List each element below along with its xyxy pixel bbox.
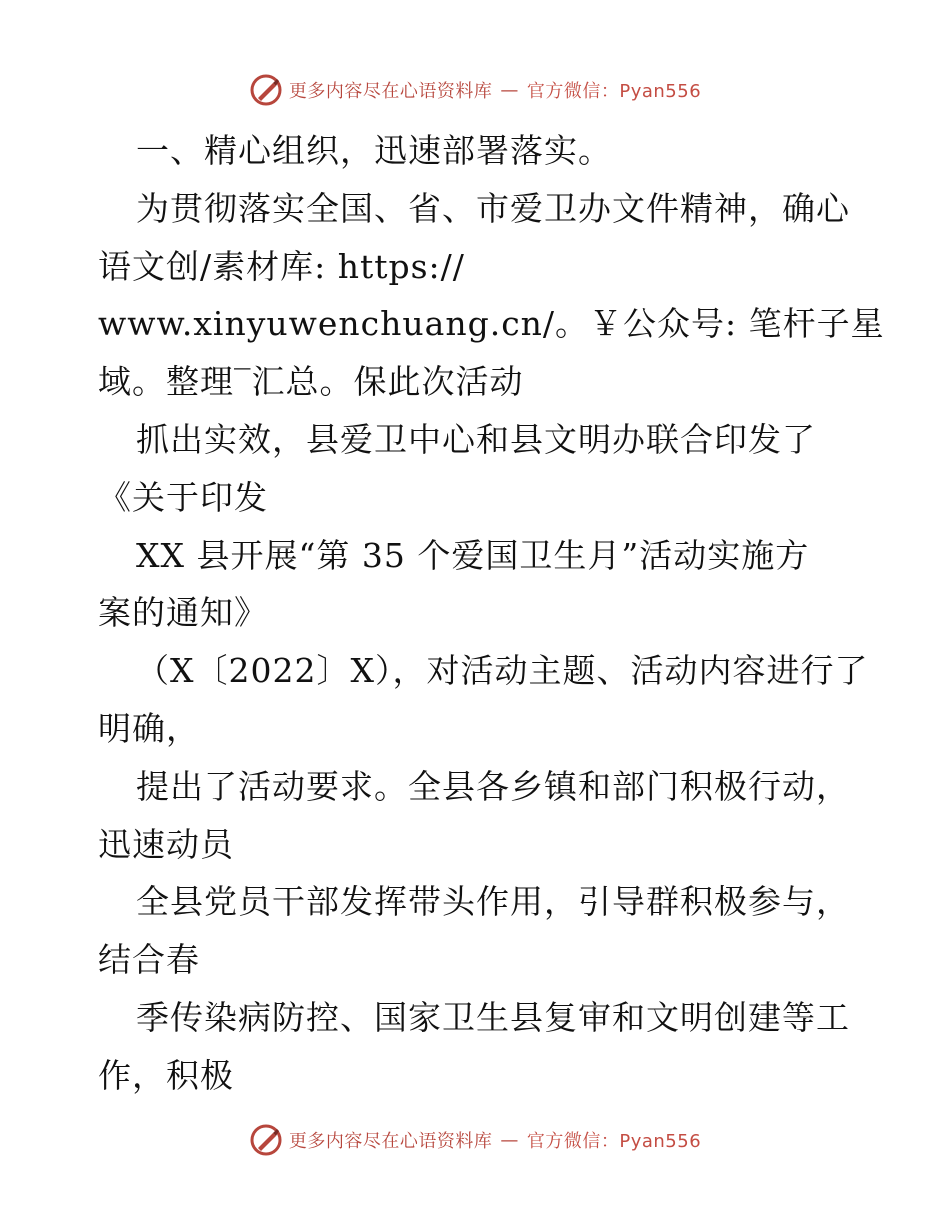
text-line: 语文创/素材库: https:// (98, 246, 465, 286)
text-line: XX 县开展“第 35 个爱国卫生月”活动实施方 (136, 535, 810, 575)
text-line: 一、精心组织，迅速部署落实。 (136, 131, 612, 170)
watermark-separator: — (500, 79, 519, 101)
text-line: 明确， (98, 708, 200, 748)
watermark-wechat: 官方微信：Pyan556 (526, 81, 702, 102)
watermark-separator: — (500, 1129, 519, 1151)
text-line: 提出了活动要求。全县各乡镇和部门积极行动， (136, 766, 850, 806)
text-line: 域。整理‾汇总。保此次活动 (98, 362, 524, 402)
pen-logo-icon (249, 1123, 283, 1157)
text-line: 案的通知》 (98, 593, 268, 633)
text-line: 结合春 (98, 940, 200, 980)
watermark-text: 更多内容尽在心语资料库 (288, 1131, 493, 1152)
text-line: www.xinyuwenchuang.cn/。￥公众号: 笔杆子星 (98, 304, 885, 344)
watermark-text: 更多内容尽在心语资料库 (288, 81, 493, 102)
document-body (98, 122, 885, 1105)
watermark-banner-top (0, 70, 950, 110)
text-line: 作，积极 (98, 1055, 234, 1095)
text-line: 《关于印发 (98, 477, 268, 517)
text-line: 全县党员干部发挥带头作用，引导群积极参与， (136, 882, 850, 922)
watermark-banner-bottom (0, 1120, 950, 1160)
text-line: 迅速动员 (98, 824, 234, 864)
text-line: 抓出实效，县爱卫中心和县文明办联合印发了 (136, 419, 816, 459)
text-line: （X〔2022〕X），对活动主题、活动内容进行了 (136, 651, 869, 691)
text-line: 季传染病防控、国家卫生县复审和文明创建等工 (136, 997, 850, 1037)
watermark-wechat: 官方微信：Pyan556 (526, 1131, 702, 1152)
text-line: 为贯彻落实全国、省、市爱卫办文件精神，确心 (136, 188, 850, 228)
pen-logo-icon (249, 73, 283, 107)
